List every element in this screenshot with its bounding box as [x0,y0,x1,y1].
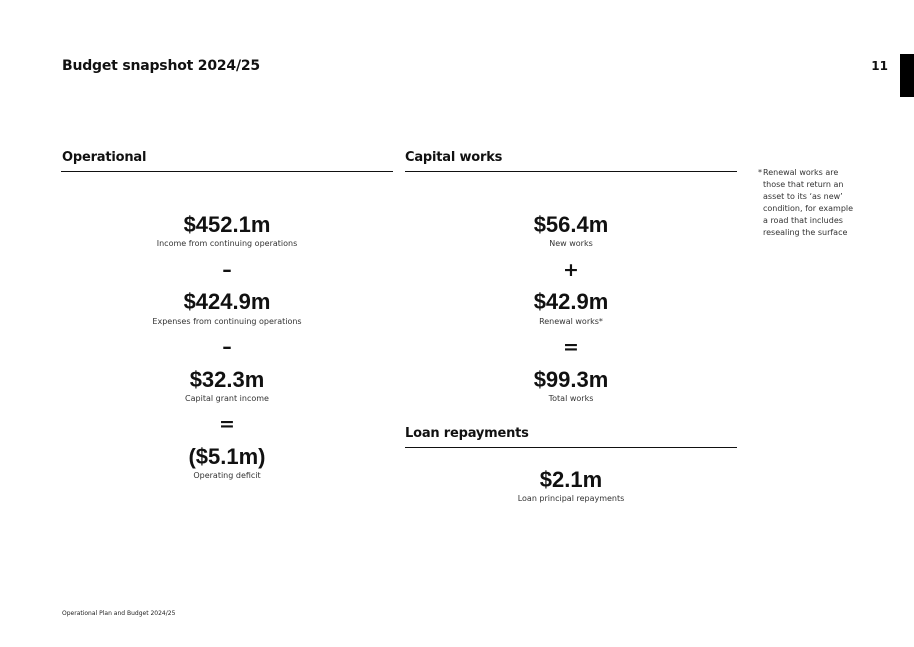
loan-principal-value: $2.1m [539,467,603,492]
operational-heading: Operational [62,150,147,165]
page-title: Budget snapshot 2024/25 [62,58,260,74]
footnote-text: Renewal works are those that return an asset to its ‘as new’ condition, for example a road that includes resealing the surface [763,168,854,237]
footnote-asterisk: * [758,168,762,177]
page-number: 11 [871,59,888,73]
equals-operator: = [219,413,235,435]
capital-grant-caption: Capital grant income [185,394,269,403]
document-footer: Operational Plan and Budget 2024/25 [62,610,176,617]
loan-principal-caption: Loan principal repayments [517,494,625,503]
expenses-value: $424.9m [183,289,271,314]
page-edge-tab [900,54,914,97]
equals-operator: = [563,336,579,358]
capital-grant-value: $32.3m [189,367,265,392]
renewal-works-footnote [758,167,854,239]
loan-repayments-column [405,0,737,647]
minus-operator: – [222,336,232,358]
new-works-caption: New works [549,239,593,248]
capital-works-heading: Capital works [405,150,503,165]
operating-deficit-caption: Operating deficit [193,471,261,480]
renewal-works-caption: Renewal works* [539,317,603,326]
minus-operator: – [222,259,232,281]
total-works-value: $99.3m [533,367,609,392]
new-works-value: $56.4m [533,212,609,237]
operating-deficit-value: ($5.1m) [188,444,266,469]
income-value: $452.1m [183,212,271,237]
operational-column [62,0,392,647]
expenses-caption: Expenses from continuing operations [152,317,302,326]
total-works-caption: Total works [548,394,594,403]
plus-operator: + [563,259,579,281]
loan-repayments-heading: Loan repayments [405,426,529,441]
renewal-works-value: $42.9m [533,289,609,314]
income-caption: Income from continuing operations [156,239,298,248]
